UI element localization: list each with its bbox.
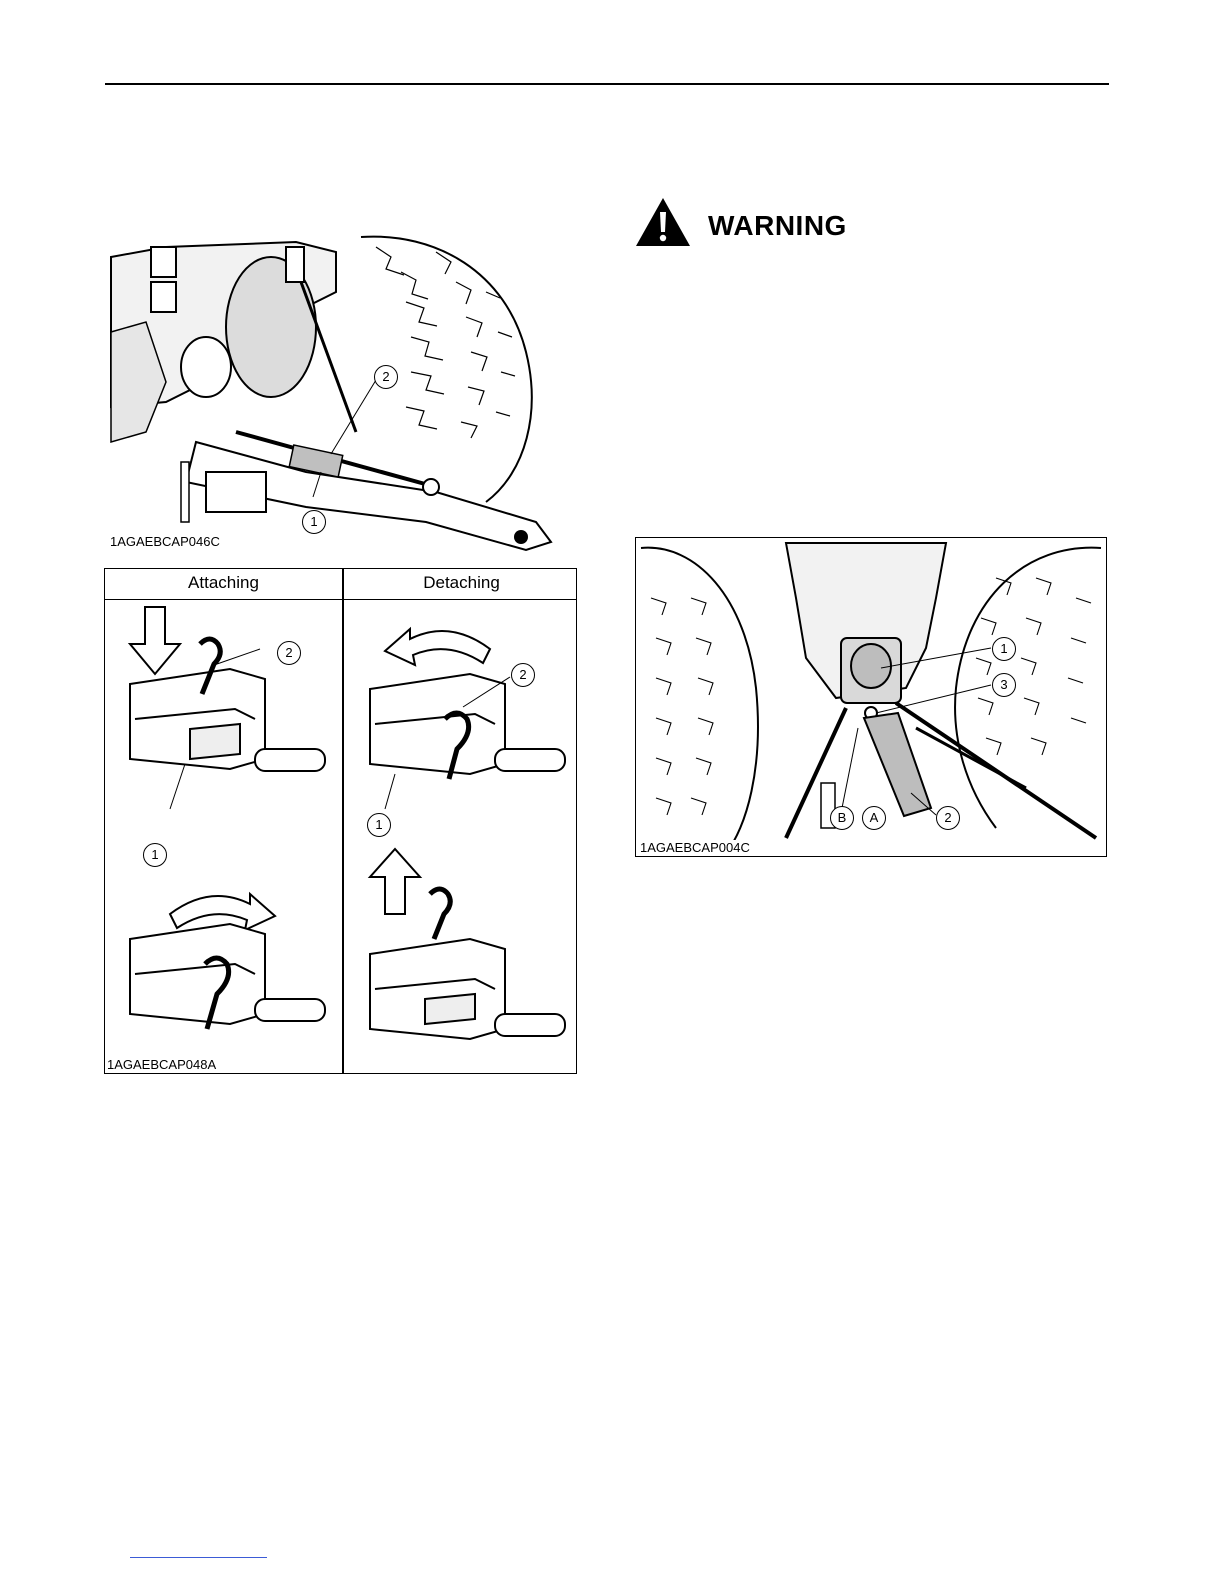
callout-2: 2 [374,365,398,389]
tractor-link-illustration [106,232,577,552]
warning-triangle-icon [634,196,692,248]
figure-code: 1AGAEBCAP048A [107,1057,217,1072]
callout-2-detaching: 2 [511,663,535,687]
pin-attach-detach-illustration [105,569,578,1075]
callout-1-attaching: 1 [143,843,167,867]
callout-1-detaching: 1 [367,813,391,837]
warning-heading [634,196,894,252]
callout-3: 3 [992,673,1016,697]
figure-right [635,537,1107,857]
column-detaching: Detaching [423,573,500,592]
header-rule [105,83,1109,85]
callout-a: A [862,806,886,830]
figure-code: 1AGAEBCAP004C [640,840,750,855]
warning-label: WARNING [708,210,847,241]
callout-2-attaching: 2 [277,641,301,665]
column-attaching: Attaching [188,573,259,592]
callout-2: 2 [936,806,960,830]
callout-b: B [830,806,854,830]
footer-link-underline [130,1557,267,1558]
callout-1: 1 [992,637,1016,661]
figure-code: 1AGAEBCAP046C [110,534,220,549]
callout-1: 1 [302,510,326,534]
figure-attach-detach-table [104,568,577,1074]
figure-top-left [106,232,577,552]
